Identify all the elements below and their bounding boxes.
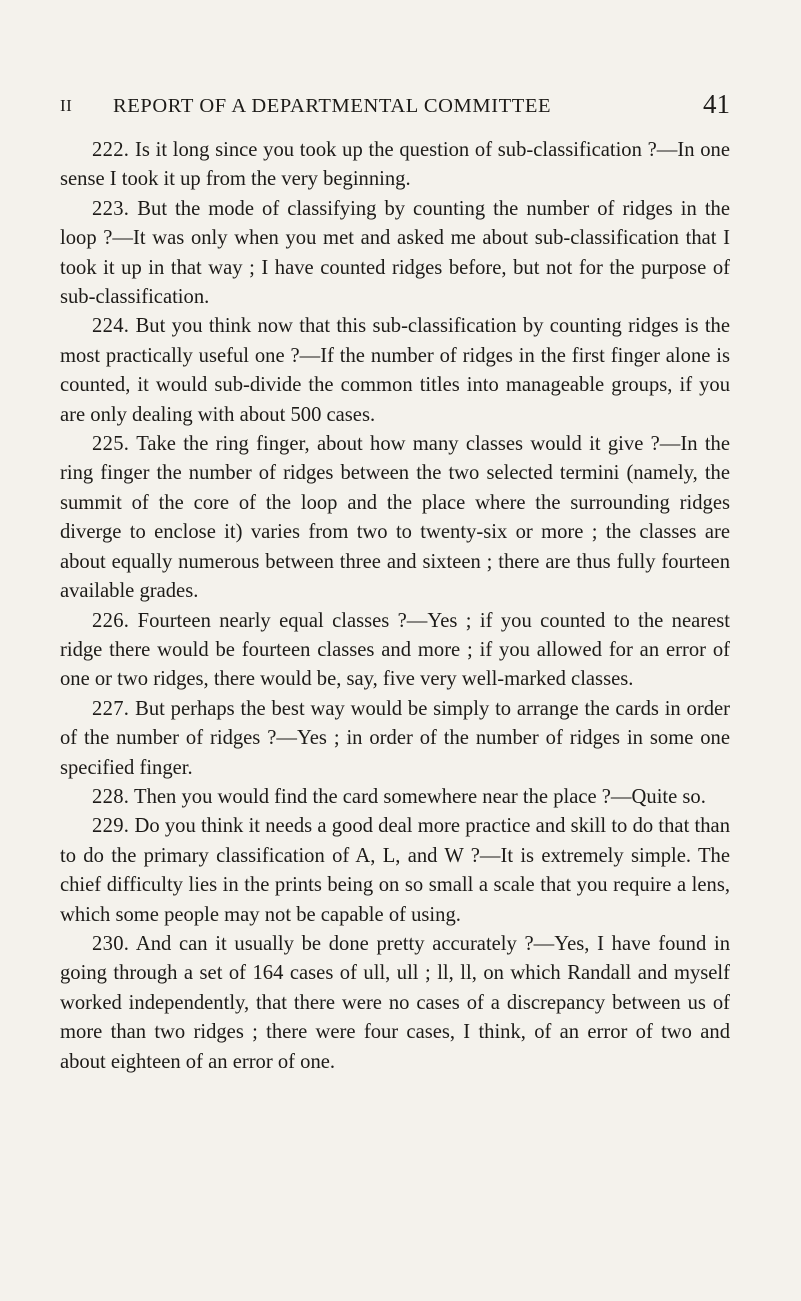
question-number: 229. (92, 815, 130, 838)
question-number: 222. (92, 139, 130, 161)
chapter-numeral: II (60, 96, 73, 115)
question-number: 223. (92, 197, 130, 220)
question-number: 228. (92, 785, 130, 808)
question-number: 226. (92, 609, 130, 632)
question-number: 224. (92, 315, 130, 338)
paragraph-text: And can it usually be done pretty accurately ?—Yes, I have found in going through a set of 164 cases of ull, ull ; ll, ll, on which Randall and myself worked independently, that there were no cases of a discrepancy between us of more than two ridges ; there were four cases, I think, of an error of two and about eighteen of an error of one. (60, 932, 730, 1073)
paragraph-228 (60, 783, 730, 812)
paragraph-227 (60, 695, 730, 783)
paragraph-text: Take the ring finger, about how many classes would it give ?—In the ring finger the number of ridges between the two selected termini (namely, the summit of the core of the loop and the place where the surrounding ridges diverge to enclose it) varies from two to twenty-six or more ; the classes are about equally numerous between three and sixteen ; there are thus fully fourteen available grades. (60, 433, 730, 603)
paragraph-text: Then you would find the card somewhere near the place ?—Quite so. (134, 785, 706, 808)
paragraph-224 (60, 312, 730, 430)
paragraph-text: Do you think it needs a good deal more practice and skill to do that than to do the primary classification of A, L, and W ?—It is extremely simple. The chief difficulty lies in the prints being on so small a scale that you require a lens, which some people may not be capable of using. (60, 815, 730, 926)
paragraph-225 (60, 430, 730, 606)
paragraph-230 (60, 930, 730, 1077)
paragraph-text: But perhaps the best way would be simply to arrange the cards in order of the number of ridges ?—Yes ; in order of the number of ridges in some one specified finger. (60, 697, 730, 779)
running-title: REPORT OF A DEPARTMENTAL COMMITTEE (113, 95, 552, 117)
page-number: 41 (703, 89, 730, 119)
body-text (60, 136, 730, 1077)
paragraph-text: But the mode of classifying by counting the number of ridges in the loop ?—It was only when you met and asked me about sub-classification that I took it up in that way ; I have counted ridges before, but not for the purpose of sub-classification. (60, 197, 730, 309)
question-number: 227. (92, 697, 130, 720)
question-number: 225. (92, 433, 130, 456)
paragraph-text: Is it long since you took up the question of sub-classification ?—In one sense I took it up from the very beginning. (60, 139, 730, 191)
running-head (60, 89, 730, 123)
paragraph-229 (60, 812, 730, 930)
paragraph-222 (60, 136, 730, 195)
paragraph-text: Fourteen nearly equal classes ?—Yes ; if you counted to the nearest ridge there would be fourteen classes and more ; if you allowed for an error of one or two ridges, there would be, say, five very well-marked classes. (60, 609, 730, 691)
paragraph-223 (60, 195, 730, 313)
paragraph-226 (60, 607, 730, 695)
question-number: 230. (92, 932, 130, 955)
paragraph-text: But you think now that this sub-classification by counting ridges is the most practically useful one ?—If the number of ridges in the first finger alone is counted, it would sub-divide the common titles into manageable groups, if you are only dealing with about 500 cases. (60, 315, 730, 426)
